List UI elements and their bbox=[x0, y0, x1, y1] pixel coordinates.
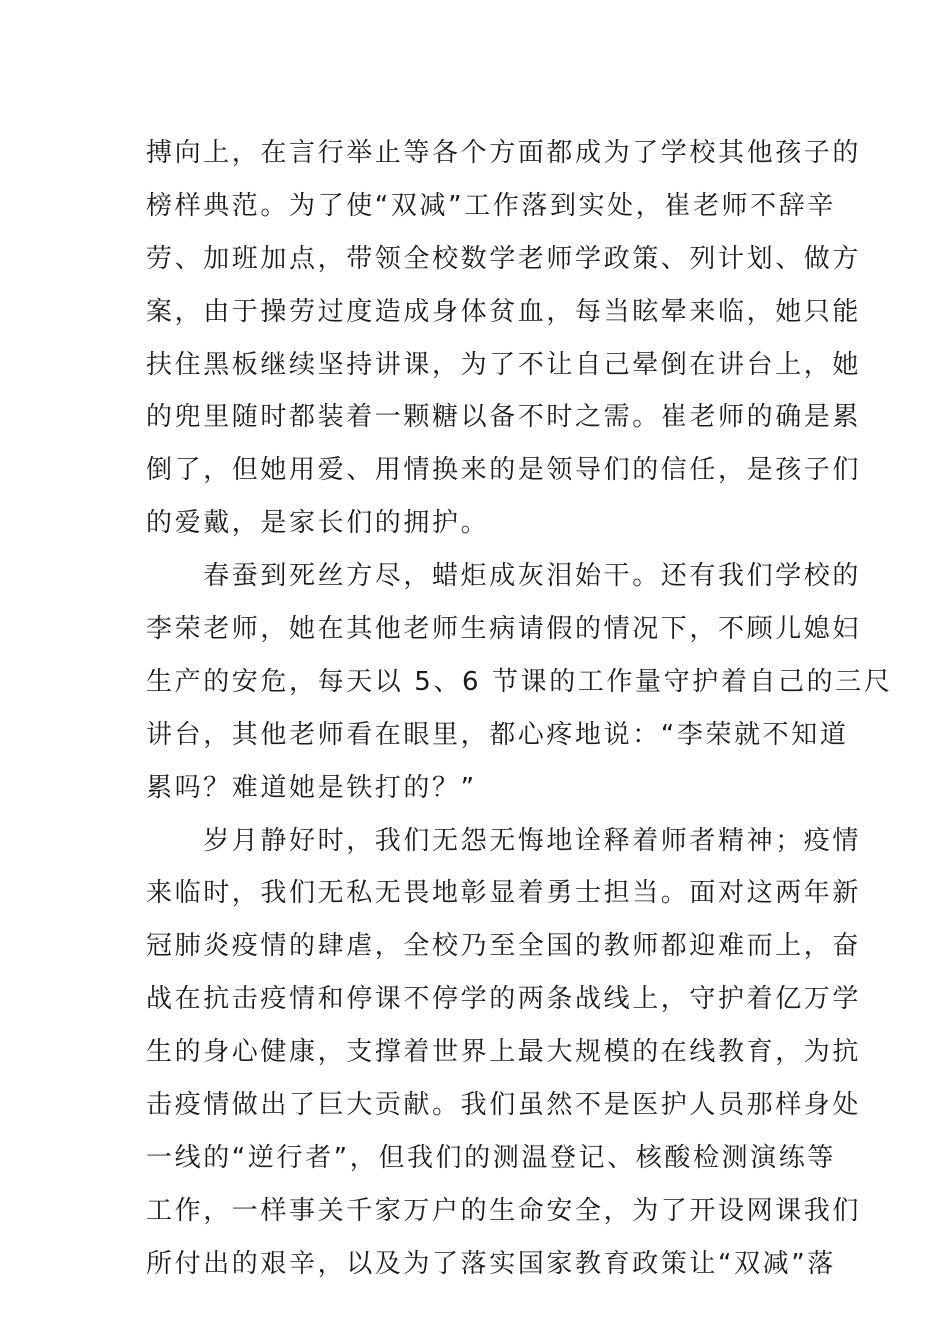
text-line: 工作，一样事关千家万户的生命安全，为了开设网课我们 bbox=[146, 1195, 862, 1226]
text-line: 的兜里随时都装着一颗糖以备不时之需。崔老师的确是累 bbox=[146, 402, 862, 433]
text-line: 榜样典范。为了使“双减”工作落到实处，崔老师不辞辛 bbox=[146, 190, 836, 221]
text-line: 春蚕到死丝方尽，蜡炬成灰泪始干。还有我们学校的 bbox=[146, 561, 862, 592]
text-line: 讲台，其他老师看在眼里，都心疼地说：“李荣就不知道 bbox=[146, 719, 849, 750]
text-line: 倒了，但她用爱、用情换来的是领导们的信任，是孩子们 bbox=[146, 455, 862, 486]
text-line: 劳、加班加点，带领全校数学老师学政策、列计划、做方 bbox=[146, 243, 862, 274]
text-line: 搏向上，在言行举止等各个方面都成为了学校其他孩子的 bbox=[146, 138, 862, 168]
body-text bbox=[146, 127, 893, 1291]
text-line: 一线的“逆行者”，但我们的测温登记、核酸检测演练等 bbox=[146, 1142, 836, 1173]
text-line: 李荣老师，她在其他老师生病请假的情况下，不顾儿媳妇 bbox=[146, 614, 862, 645]
text-line: 战在抗击疫情和停课不停学的两条战线上，守护着亿万学 bbox=[146, 984, 862, 1015]
text-line: 岁月静好时，我们无怨无悔地诠释着师者精神；疫情 bbox=[146, 825, 862, 856]
text-line: 来临时，我们无私无畏地彰显着勇士担当。面对这两年新 bbox=[146, 878, 862, 909]
text-line: 的爱戴，是家长们的拥护。 bbox=[146, 508, 490, 539]
text-line: 扶住黑板继续坚持讲课，为了不让自己晕倒在讲台上，她 bbox=[146, 349, 862, 380]
text-line: 累吗？难道她是铁打的？” bbox=[146, 772, 477, 803]
text-line: 生产的安危，每天以 5、6 节课的工作量守护着自己的三尺 bbox=[146, 666, 893, 697]
text-line: 生的身心健康，支撑着世界上最大规模的在线教育，为抗 bbox=[146, 1037, 862, 1068]
text-line: 冠肺炎疫情的肆虐，全校乃至全国的教师都迎难而上，奋 bbox=[146, 931, 862, 962]
text-line: 案，由于操劳过度造成身体贫血，每当眩晕来临，她只能 bbox=[146, 296, 862, 327]
text-line: 击疫情做出了巨大贡献。我们虽然不是医护人员那样身处 bbox=[146, 1090, 862, 1121]
text-line: 所付出的艰辛，以及为了落实国家教育政策让“双减”落 bbox=[146, 1248, 836, 1279]
